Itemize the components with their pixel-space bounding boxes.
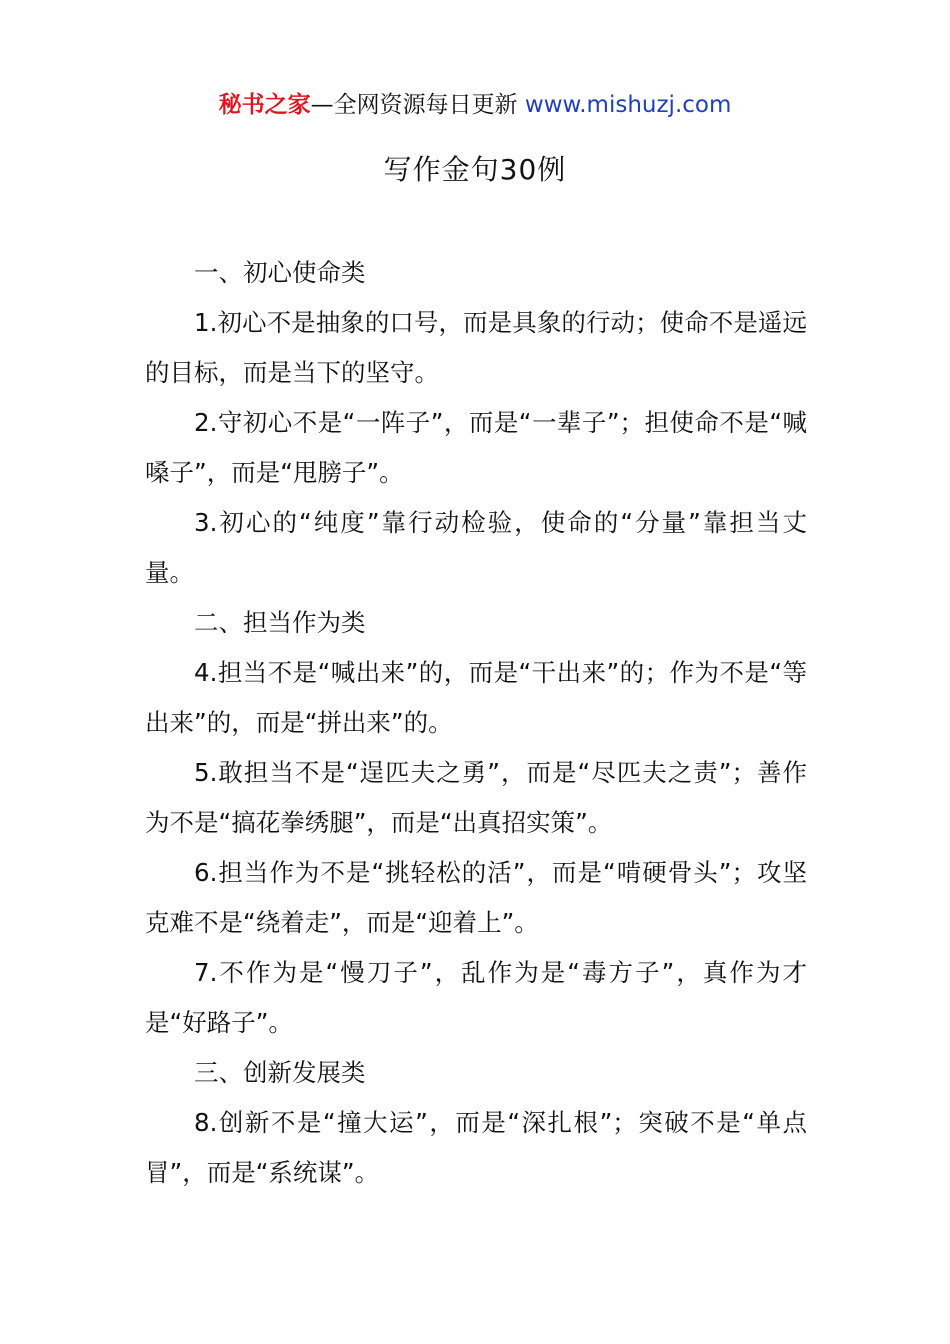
quote-item-5: 5.敢担当不是“逞匹夫之勇”，而是“尽匹夫之责”；善作为不是“搞花拳绣腿”，而是“出真招实策”。 xyxy=(145,758,807,837)
brand-name: 秘书之家 xyxy=(218,92,311,118)
quote-item-3: 3.初心的“纯度”靠行动检验，使命的“分量”靠担当丈量。 xyxy=(145,508,807,587)
document-body xyxy=(145,248,807,1198)
quote-item-6: 6.担当作为不是“挑轻松的活”，而是“啃硬骨头”；攻坚克难不是“绕着走”，而是“迎着上”。 xyxy=(145,858,807,937)
quote-item-2: 2.守初心不是“一阵子”，而是“一辈子”；担使命不是“喊嗓子”，而是“甩膀子”。 xyxy=(145,408,807,487)
site-url-link[interactable]: www.mishuzj.com xyxy=(524,92,732,118)
section-heading-3: 三、创新发展类 xyxy=(194,1058,366,1087)
site-header xyxy=(0,88,950,122)
quote-item-1: 1.初心不是抽象的口号，而是具象的行动；使命不是遥远的目标，而是当下的坚守。 xyxy=(145,308,807,387)
quote-item-8: 8.创新不是“撞大运”，而是“深扎根”；突破不是“单点冒”，而是“系统谋”。 xyxy=(145,1108,807,1187)
quote-item-4: 4.担当不是“喊出来”的，而是“干出来”的；作为不是“等出来”的，而是“拼出来”的。 xyxy=(145,658,807,737)
quote-item-7: 7.不作为是“慢刀子”，乱作为是“毒方子”，真作为才是“好路子”。 xyxy=(145,958,807,1037)
document-title: 写作金句30例 xyxy=(383,153,567,186)
header-tagline: —全网资源每日更新 xyxy=(310,92,525,118)
section-heading-2: 二、担当作为类 xyxy=(194,608,366,637)
section-heading-1: 一、初心使命类 xyxy=(194,258,366,287)
